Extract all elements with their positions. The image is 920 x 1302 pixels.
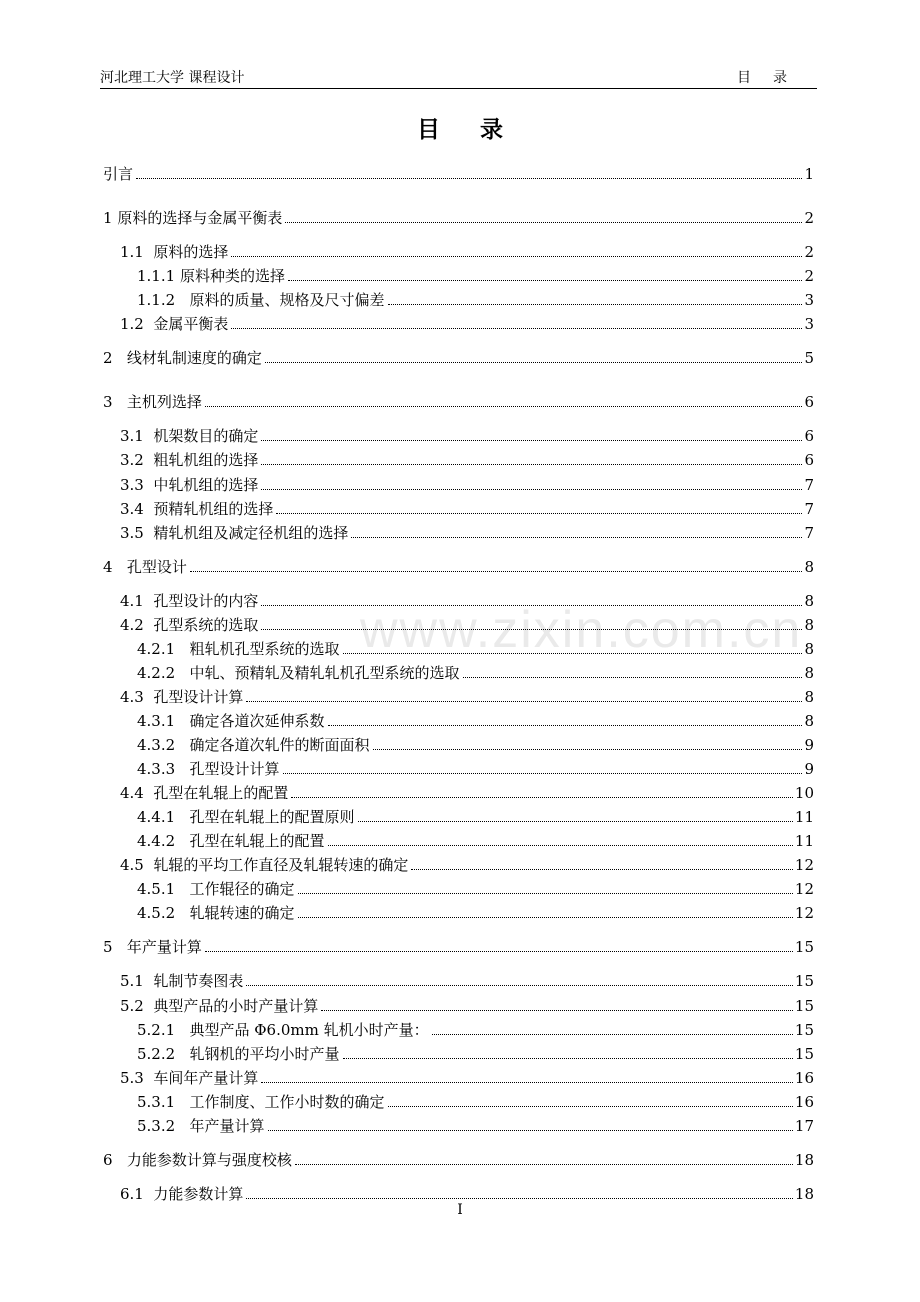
toc-entry-page: 9: [804, 760, 814, 779]
page-header: [100, 66, 817, 89]
toc-entry[interactable]: [103, 495, 814, 519]
watermark: www.zixin.com.cn: [360, 601, 803, 659]
toc-entry-title: 机架数目的确定: [153, 427, 259, 446]
toc-entry-page: 8: [804, 687, 814, 706]
toc-entry-page: 17: [794, 1116, 814, 1135]
toc-dot-leader: [432, 1034, 793, 1035]
toc-entry[interactable]: [103, 422, 814, 446]
toc-entry-page: 9: [804, 736, 814, 754]
toc-entry-number: 3.1: [120, 427, 154, 446]
toc-dot-leader: [231, 328, 802, 329]
toc-entry-title: 工作辊径的确定: [189, 880, 295, 899]
toc-entry[interactable]: [103, 553, 814, 577]
toc-entry-title: 确定各道次延伸系数: [189, 711, 325, 730]
toc-entry-number: 4.3.1: [137, 711, 190, 730]
toc-entry-title: 原料的质量、规格及尺寸偏差: [189, 291, 385, 310]
toc-dot-leader: [276, 513, 802, 514]
toc-entry-number: 1.1.2: [137, 291, 190, 310]
toc-entry-page: 8: [804, 663, 814, 682]
toc-entry-page: 15: [794, 996, 814, 1015]
toc-dot-leader: [283, 773, 803, 774]
toc-entry-title: 年产量计算: [189, 1116, 265, 1135]
toc-dot-leader: [388, 1106, 793, 1107]
toc-dot-leader: [261, 605, 802, 606]
toc-entry-page: 7: [804, 523, 814, 542]
toc-entry-title: 年产量计算: [126, 938, 202, 957]
toc-entry[interactable]: [103, 204, 814, 228]
toc-entry-number: 5.2: [120, 996, 154, 1015]
toc-dot-leader: [463, 677, 803, 678]
toc-dot-leader: [295, 1164, 793, 1165]
toc-entry-number: 3.5: [120, 523, 154, 542]
toc-dot-leader: [411, 869, 792, 870]
toc-entry-title: 孔型在轧辊上的配置: [153, 784, 289, 803]
toc-dot-leader: [373, 749, 803, 750]
toc-entry-number: 4: [103, 557, 127, 576]
toc-dot-leader: [231, 256, 802, 257]
toc-entry-title: 主机列选择: [126, 393, 202, 412]
toc-entry[interactable]: [103, 344, 814, 368]
toc-entry-title: 工作制度、工作小时数的确定: [189, 1092, 385, 1111]
toc-entry[interactable]: [103, 310, 814, 334]
toc-entry-title: 引言: [103, 165, 134, 183]
toc-entry-number: 4.2: [120, 615, 154, 634]
toc-entry-title: 典型产品的小时产量计算: [153, 996, 319, 1015]
toc-entry[interactable]: [103, 611, 814, 635]
toc-entry[interactable]: [103, 967, 814, 991]
header-left-text: 河北理工大学 课程设计: [100, 70, 245, 86]
toc-entry-number: 4.5.2: [137, 904, 190, 923]
toc-entry-page: 3: [804, 315, 814, 334]
toc-entry-page: 2: [804, 267, 814, 286]
toc-entry[interactable]: [103, 1040, 814, 1064]
toc-entry-title: 孔型在轧辊上的配置: [189, 832, 325, 851]
toc-entry-title: 孔型系统的选取: [153, 615, 259, 634]
toc-entry[interactable]: [103, 707, 814, 731]
toc-entry[interactable]: [103, 446, 814, 470]
toc-entry-page: 12: [794, 904, 814, 923]
toc-dot-leader: [328, 845, 793, 846]
toc-entry-page: 11: [794, 808, 814, 827]
toc-entry-number: 4.4.2: [137, 832, 190, 851]
toc-entry[interactable]: [103, 1016, 814, 1040]
toc-entry-number: 4.2.2: [137, 663, 190, 682]
toc-entry[interactable]: [103, 827, 814, 851]
toc-entry-page: 12: [794, 856, 814, 875]
toc-entry-page: 8: [804, 639, 814, 658]
toc-dot-leader: [388, 304, 803, 305]
toc-entry-page: 8: [804, 557, 814, 576]
toc-entry-title: 原料的选择与金属平衡表: [117, 209, 283, 228]
toc-dot-leader: [298, 917, 793, 918]
toc-entry[interactable]: [103, 659, 814, 683]
toc-entry-number: 5.2.1: [137, 1020, 190, 1039]
toc-dot-leader: [261, 629, 802, 630]
toc-entry-number: 4.5: [120, 856, 154, 875]
toc-entry-number: 2: [103, 349, 127, 368]
toc-entry-number: 6.1: [120, 1184, 154, 1203]
toc-entry-page: 15: [794, 938, 814, 957]
toc-entry-page: 16: [794, 1092, 814, 1111]
toc-entry[interactable]: [103, 238, 814, 262]
toc-entry-title: 孔型设计的内容: [153, 591, 259, 610]
toc-entry-title: 轧制节奏图表: [153, 972, 244, 991]
toc-entry-page: 10: [794, 784, 814, 803]
toc-dot-leader: [190, 571, 803, 572]
toc-entry-title: 轧钢机的平均小时产量: [189, 1044, 340, 1063]
toc-entry-title: 预精轧机组的选择: [153, 499, 274, 518]
toc-entry-page: 8: [804, 711, 814, 730]
toc-entry-page: 1: [804, 165, 814, 183]
toc-entry[interactable]: [103, 1088, 814, 1112]
toc-entry-page: 15: [794, 1044, 814, 1063]
toc-entry-title: 原料种类的选择: [179, 267, 285, 286]
toc-dot-leader: [358, 821, 793, 822]
toc-entry-title: 车间年产量计算: [153, 1068, 259, 1087]
toc-dot-leader: [351, 537, 802, 538]
toc-entry[interactable]: [103, 779, 814, 803]
toc-entry-title: 孔型设计: [126, 557, 187, 576]
toc-entry-title: 中轧机组的选择: [153, 475, 259, 494]
toc-entry-page: 6: [804, 451, 814, 470]
toc-entry-number: 5.3.1: [137, 1092, 190, 1111]
toc-entry-page: 8: [804, 615, 814, 634]
toc-entry-page: 11: [794, 832, 814, 851]
toc-entry-title: 孔型设计计算: [189, 760, 280, 779]
toc-dot-leader: [285, 222, 802, 223]
toc-entry-page: 5: [804, 349, 814, 368]
toc-dot-leader: [246, 985, 792, 986]
page-title: 目录: [417, 116, 543, 143]
toc-entry-page: 8: [804, 591, 814, 610]
toc-entry-page: 6: [804, 427, 814, 446]
toc-entry-number: 1.1.1: [137, 267, 180, 286]
toc-dot-leader: [136, 178, 802, 179]
toc-entry[interactable]: [103, 388, 814, 412]
toc-entry-number: 5.2.2: [137, 1044, 190, 1063]
toc-entry[interactable]: [103, 875, 814, 899]
toc-entry-page: 2: [804, 209, 814, 228]
toc-entry-number: 4.1: [120, 591, 154, 610]
header-right-text: 目录: [737, 70, 809, 86]
toc-entry[interactable]: [103, 1146, 814, 1170]
toc-entry-title: 力能参数计算: [153, 1184, 244, 1203]
toc-dot-leader: [291, 797, 792, 798]
toc-entry-page: 18: [794, 1184, 814, 1203]
toc-dot-leader: [328, 725, 803, 726]
toc-entry-number: 1.1: [120, 243, 154, 262]
toc-entry[interactable]: [103, 1112, 814, 1136]
toc-entry[interactable]: [103, 899, 814, 923]
toc-entry-title: 粗轧机组的选择: [153, 451, 259, 470]
toc-dot-leader: [261, 489, 802, 490]
toc-dot-leader: [268, 1130, 793, 1131]
toc-dot-leader: [298, 893, 793, 894]
toc-entry[interactable]: [103, 851, 814, 875]
toc-entry-page: 12: [794, 880, 814, 899]
toc-entry[interactable]: [103, 519, 814, 543]
toc-entry[interactable]: [103, 1180, 814, 1204]
toc-entry-page: 7: [804, 499, 814, 518]
toc-entry-number: 4.4.1: [137, 808, 190, 827]
toc-entry[interactable]: [103, 731, 814, 755]
toc-entry-number: 4.3.3: [137, 760, 190, 779]
toc-dot-leader: [288, 280, 803, 281]
toc-entry-number: 4.5.1: [137, 880, 190, 899]
toc-dot-leader: [261, 1082, 792, 1083]
toc-dot-leader: [343, 653, 803, 654]
toc-entry-number: 3.4: [120, 499, 154, 518]
toc-entry-title: 线材轧制速度的确定: [126, 349, 262, 368]
toc-entry-number: 5.3.2: [137, 1116, 190, 1135]
toc-entry[interactable]: [103, 683, 814, 707]
toc-entry[interactable]: [103, 933, 814, 957]
toc-entry-title: 轧辊转速的确定: [189, 904, 295, 923]
toc-entry-number: 3.3: [120, 475, 154, 494]
page-number: I: [457, 1202, 463, 1218]
toc-entry-page: 16: [794, 1068, 814, 1087]
toc-dot-leader: [321, 1010, 792, 1011]
toc-entry-number: 4.3.2: [137, 736, 190, 754]
toc-entry-number: 5.1: [120, 972, 154, 991]
toc-dot-leader: [246, 1198, 792, 1199]
toc-entry-number: 5.3: [120, 1068, 154, 1087]
toc-dot-leader: [265, 362, 803, 363]
toc-entry-title: 轧辊的平均工作直径及轧辊转速的确定: [153, 856, 409, 875]
toc-entry-number: 5: [103, 938, 127, 957]
toc-entry-title: 粗轧机孔型系统的选取: [189, 639, 340, 658]
toc-dot-leader: [343, 1058, 793, 1059]
toc-entry-number: 1.2: [120, 315, 154, 334]
toc-entry[interactable]: [103, 992, 814, 1016]
toc-entry-title: 金属平衡表: [153, 315, 229, 334]
toc-entry-number: 4.2.1: [137, 639, 190, 658]
toc-entry-page: 18: [794, 1150, 814, 1169]
toc-entry-number: 3: [103, 393, 127, 412]
toc-entry-page: 7: [804, 475, 814, 494]
toc-entry-number: 4.3: [120, 687, 154, 706]
toc-entry-number: 4.4: [120, 784, 154, 803]
toc-entry-title: 原料的选择: [153, 243, 229, 262]
toc-entry-title: 中轧、预精轧及精轧轧机孔型系统的选取: [189, 663, 460, 682]
toc-entry-number: 1: [103, 209, 118, 228]
toc-entry-page: 2: [804, 243, 814, 262]
toc-entry-title: 力能参数计算与强度校核: [126, 1150, 292, 1169]
toc-dot-leader: [246, 701, 802, 702]
toc-dot-leader: [261, 440, 802, 441]
toc-entry[interactable]: [103, 587, 814, 611]
toc-entry[interactable]: [103, 803, 814, 827]
toc-entry-title: 精轧机组及减定径机组的选择: [153, 523, 349, 542]
toc-dot-leader: [261, 464, 802, 465]
toc-entry[interactable]: [103, 1064, 814, 1088]
toc-entry-number: 3.2: [120, 451, 154, 470]
toc-entry-page: 15: [794, 1020, 814, 1039]
toc-entry-title: 确定各道次轧件的断面面积: [189, 736, 370, 754]
toc-dot-leader: [205, 951, 793, 952]
toc-entry-page: 3: [804, 291, 814, 310]
toc-dot-leader: [205, 406, 803, 407]
toc-entry[interactable]: [103, 286, 814, 310]
toc-entry-title: 典型产品 Φ6.0mm 轧机小时产量：: [189, 1020, 429, 1039]
toc-entry-number: 6: [103, 1150, 127, 1169]
toc-entry-title: 孔型在轧辊上的配置原则: [189, 808, 355, 827]
toc-entry[interactable]: [103, 471, 814, 495]
toc-entry-page: 6: [804, 393, 814, 412]
toc-entry-title: 孔型设计计算: [153, 687, 244, 706]
toc-entry[interactable]: [103, 160, 814, 184]
toc-entry[interactable]: [103, 262, 814, 286]
toc-entry-page: 15: [794, 972, 814, 991]
toc-entry[interactable]: [103, 755, 814, 779]
toc-entry[interactable]: [103, 635, 814, 659]
